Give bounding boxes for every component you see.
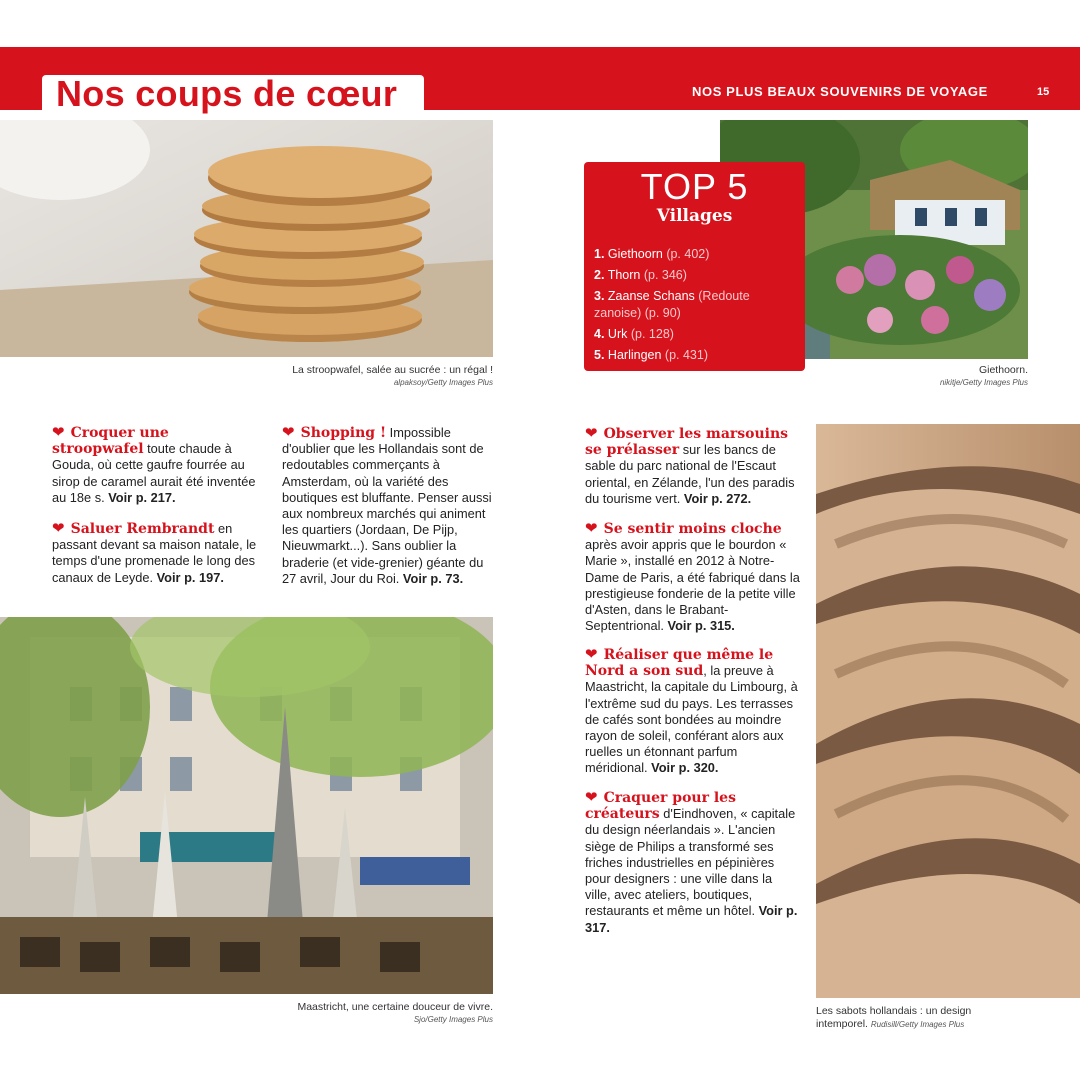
sabots-credit: Rudisill/Getty Images Plus [870, 1020, 965, 1029]
page-number: 15 [1037, 86, 1050, 98]
entry-shopping: ❤ Shopping ! Impossible d'oublier que les Hollandais sont de redoutables commerçants à Amsterdam, où la variété des boutiques est bluffante. Penser aussi aux nombreux marchés qui animent les quartiers (Jordaan, De Pijp, Nieuwmarkt...). Sans oublier la braderie (et vide-grenier) géante du 27 avril, Jour du Roi. Voir p. 73. [282, 424, 492, 586]
heart-icon: ❤ [52, 424, 65, 441]
entry-createurs: ❤ Craquer pour les créateurs d'Eindhoven, « capitale du design néerlandais ». L'ancien siège de Philips a transformé ses friches industrielles en pépinières pour designers : une ville dans la ville, avec ateliers, boutiques, restaurants et même un hôtel. Voir p. 317. [585, 789, 798, 935]
section-title: NOS PLUS BEAUX SOUVENIRS DE VOYAGE [692, 84, 988, 99]
list-item: 3. Zaanse Schans (Redoute zanoise) (p. 90) [594, 289, 750, 320]
heart-icon: ❤ [585, 520, 598, 537]
giethoorn-caption: Giethoorn. [978, 364, 1028, 376]
entry-marsouins: ❤ Observer les marsouins se prélasser sur les bancs de sable du parc national de l'Escaut oriental, en Zélande, l'un des paradis du tourisme vert. Voir p. 272. [585, 425, 795, 506]
top5-box [584, 162, 805, 371]
top5-title: TOP 5 [640, 166, 749, 207]
page-title: Nos coups de cœur [56, 73, 398, 114]
list-item: 4. Urk (p. 128) [594, 327, 674, 341]
list-item: 1. Giethoorn (p. 402) [594, 247, 710, 261]
heart-icon: ❤ [52, 520, 65, 537]
stroopwafel-caption: La stroopwafel, salée au sucrée : un régal ! [292, 364, 493, 376]
list-item: 2. Thorn (p. 346) [594, 268, 687, 282]
stroopwafel-photo [0, 120, 493, 357]
top5-list [594, 246, 799, 368]
entry-croquer: ❤ Croquer une stroopwafel toute chaude à Gouda, où cette gaufre fourrée au sirop de caramel aurait été inventée au 18e s. Voir p. 217. [52, 424, 256, 505]
sabots-photo [816, 424, 1080, 998]
top5-subtitle: Villages [656, 206, 733, 226]
sabots-caption-block [816, 1005, 1016, 1031]
entry-cloche: ❤ Se sentir moins cloche après avoir appris que le bourdon « Marie », installé en 2012 à Notre-Dame de Paris, a été fabriqué dans la prestigieuse fonderie de la petite ville d'Asten, dans le Brabant-Septentrional. Voir p. 315. [585, 520, 800, 634]
maastricht-credit: Sjo/Getty Images Plus [413, 1015, 493, 1024]
list-item: 5. Harlingen (p. 431) [594, 348, 709, 362]
heart-icon: ❤ [585, 789, 598, 806]
entry-nord: ❤ Réaliser que même le Nord a son sud, la preuve à Maastricht, la capitale du Limbourg, à l'extrême sud du pays. Les terrasses de cafés sont bondées au moindre rayon de soleil, conférant alors aux ruelles un étonnant parfum méridional. Voir p. 320. [585, 646, 798, 776]
heart-icon: ❤ [282, 424, 295, 441]
maastricht-caption: Maastricht, une certaine douceur de vivre. [297, 1001, 493, 1013]
heart-icon: ❤ [585, 646, 598, 663]
maastricht-photo [0, 617, 493, 994]
entry-rembrandt: ❤ Saluer Rembrandt en passant devant sa maison natale, le temps d'une promenade le long des canaux de Leyde. Voir p. 197. [52, 520, 257, 585]
giethoorn-credit: nikitje/Getty Images Plus [939, 378, 1028, 387]
heart-icon: ❤ [585, 425, 598, 442]
stroopwafel-credit: alpaksoy/Getty Images Plus [393, 378, 493, 387]
sabots-caption: Les sabots hollandais : un design intemporel. [816, 1005, 972, 1030]
